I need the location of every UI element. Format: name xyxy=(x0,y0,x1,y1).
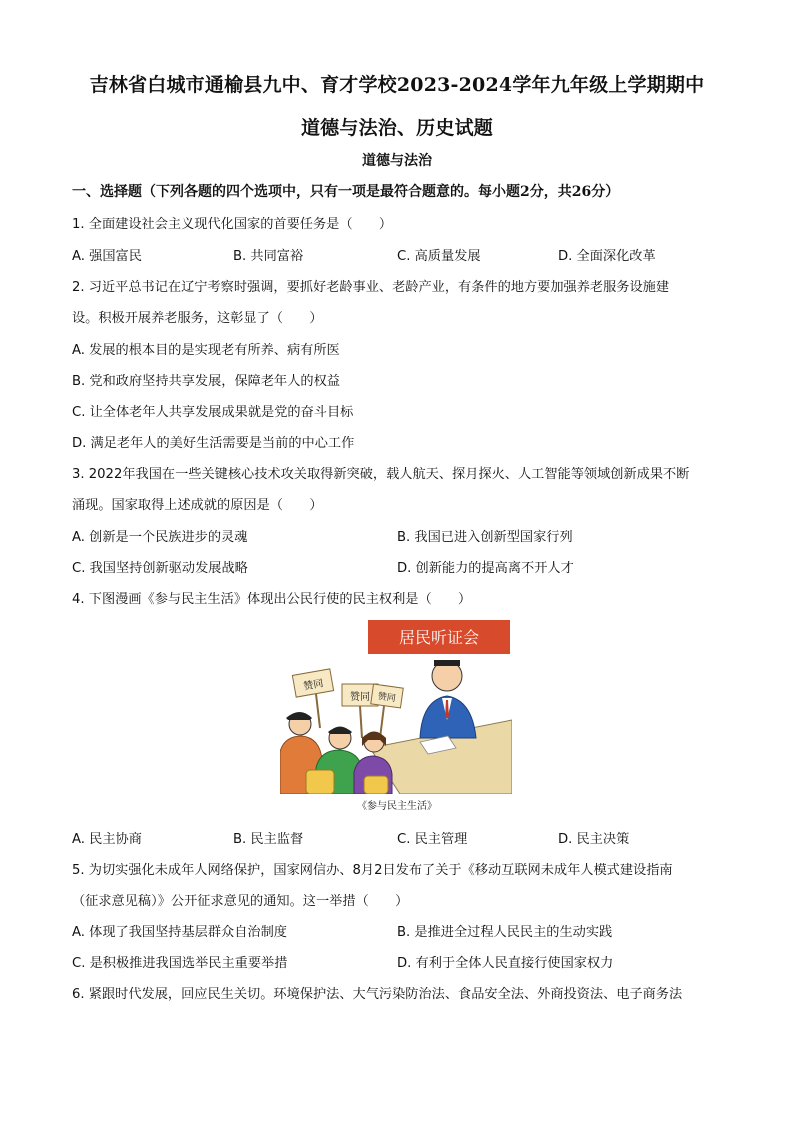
exam-title-line1: 吉林省白城市通榆县九中、育才学校2023-2024学年九年级上学期期中 xyxy=(89,74,705,96)
question-2-option-c: C. 让全体老年人共享发展成果就是党的奋斗目标 xyxy=(72,405,354,420)
question-3-option-a: A. 创新是一个民族进步的灵魂 xyxy=(72,530,248,545)
question-3-option-b: B. 我国已进入创新型国家行列 xyxy=(397,530,573,545)
question-1-option-a: A. 强国富民 xyxy=(72,249,142,264)
question-1-option-c: C. 高质量发展 xyxy=(397,249,481,264)
question-2-stem-line2: 设。积极开展养老服务，这彰显了（ ） xyxy=(72,311,323,326)
cartoon-illustration xyxy=(280,620,512,794)
section-heading: 一、选择题（下列各题的四个选项中，只有一项是最符合题意的。每小题2分，共26分） xyxy=(72,184,620,200)
question-5-option-c: C. 是积极推进我国选举民主重要举措 xyxy=(72,956,288,971)
question-2-stem-line1: 2. 习近平总书记在辽宁考察时强调，要抓好老龄事业、老龄产业，有条件的地方要加强养老服务设施建 xyxy=(72,280,670,295)
question-5-option-d: D. 有利于全体人民直接行使国家权力 xyxy=(397,956,614,971)
question-5-option-b: B. 是推进全过程人民民主的生动实践 xyxy=(397,925,613,940)
question-4-option-b: B. 民主监督 xyxy=(233,832,304,847)
sign-3 xyxy=(371,684,403,738)
question-6-stem-line1: 6. 紧跟时代发展，回应民生关切。环境保护法、大气污染防治法、食品安全法、外商投资法、电子商务法 xyxy=(72,987,683,1002)
sign-1-text: 赞同 xyxy=(302,678,325,693)
question-3-stem-line1: 3. 2022年我国在一些关键核心技术攻关取得新突破，载人航天、探月探火、人工智能等领域创新成果不断 xyxy=(72,467,690,482)
question-3-option-d: D. 创新能力的提高离不开人才 xyxy=(397,561,574,576)
question-2-option-b: B. 党和政府坚持共享发展，保障老年人的权益 xyxy=(72,374,340,389)
sign-3-text: 赞同 xyxy=(377,691,397,705)
question-3-option-c: C. 我国坚持创新驱动发展战略 xyxy=(72,561,248,576)
sign-2-text: 赞同 xyxy=(350,692,370,703)
question-4-option-c: C. 民主管理 xyxy=(397,832,468,847)
question-2-option-a: A. 发展的根本目的是实现老有所养、病有所医 xyxy=(72,343,340,358)
question-5-stem-line2: （征求意见稿）》公开征求意见的通知。这一举措（ ） xyxy=(72,894,409,909)
question-4-option-d: D. 民主决策 xyxy=(558,832,630,847)
banner-text: 居民听证会 xyxy=(398,628,480,647)
question-5-stem-line1: 5. 为切实强化未成年人网络保护，国家网信办、8月2日发布了关于《移动互联网未成年人模式建设指南 xyxy=(72,863,673,878)
question-1-stem: 1. 全面建设社会主义现代化国家的首要任务是（ ） xyxy=(72,217,393,232)
question-3-stem-line2: 涌现。国家取得上述成就的原因是（ ） xyxy=(72,498,323,513)
question-1-option-d: D. 全面深化改革 xyxy=(558,249,656,264)
question-4-stem: 4. 下图漫画《参与民主生活》体现出公民行使的民主权利是（ ） xyxy=(72,592,472,607)
chair-2 xyxy=(364,776,388,794)
subject-heading: 道德与法治 xyxy=(362,153,432,169)
question-5-option-a: A. 体现了我国坚持基层群众自治制度 xyxy=(72,925,287,940)
chair-1 xyxy=(306,770,334,794)
cartoon-caption: 《参与民主生活》 xyxy=(357,801,437,812)
exam-title-line2: 道德与法治、历史试题 xyxy=(300,117,493,139)
question-4-option-a: A. 民主协商 xyxy=(72,832,142,847)
question-2-option-d: D. 满足老年人的美好生活需要是当前的中心工作 xyxy=(72,436,355,451)
official-hair xyxy=(434,660,460,666)
question-1-option-b: B. 共同富裕 xyxy=(233,249,304,264)
